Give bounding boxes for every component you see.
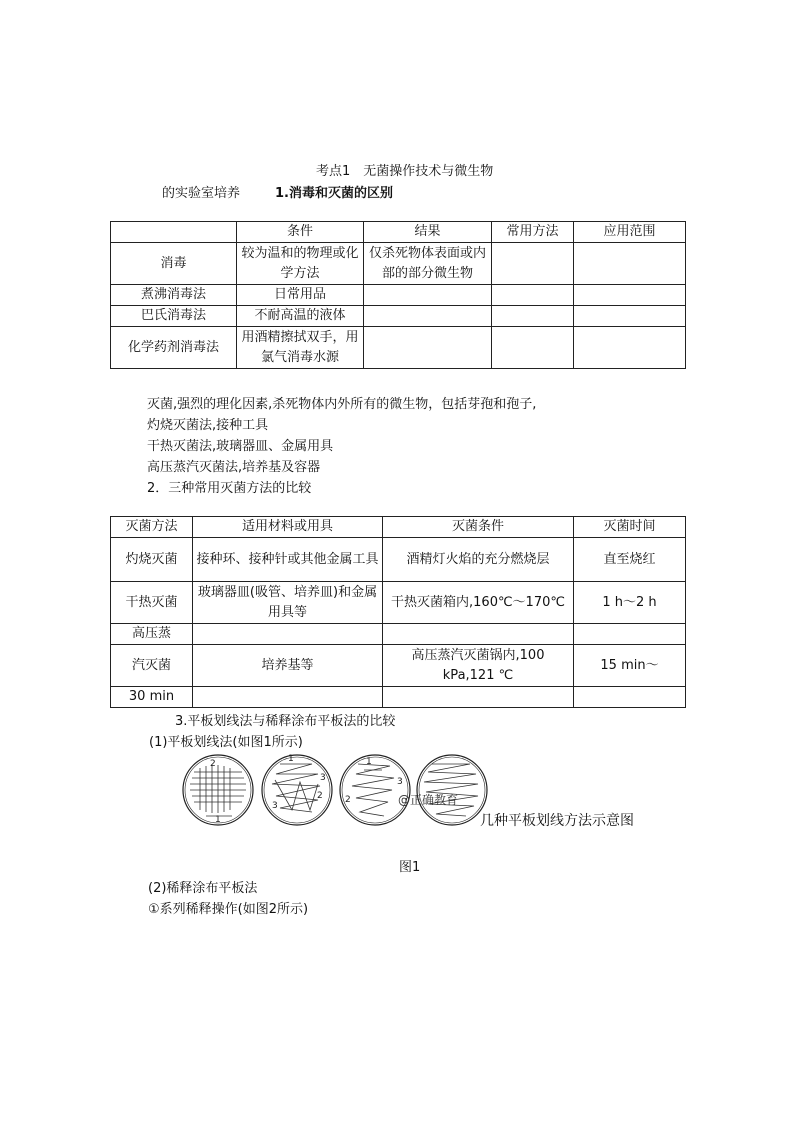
t1-header: [111, 222, 237, 243]
t2-header: 灭菌条件: [383, 517, 574, 538]
t1-cell: [492, 243, 574, 285]
t1-cell: 巴氏消毒法: [111, 306, 237, 327]
t1-header: 条件: [237, 222, 364, 243]
plate-1-streaks: [190, 765, 246, 816]
paragraph: 灭菌,强烈的理化因素,杀死物体内外所有的微生物，包括芽孢和孢子,: [147, 397, 537, 412]
subsection-heading: (2)稀释涂布平板法: [148, 881, 258, 896]
t1-header: 结果: [364, 222, 492, 243]
t2-cell: 干热灭菌箱内,160℃～170℃: [383, 582, 574, 624]
t2-header: 灭菌时间: [574, 517, 686, 538]
section-heading: 3.平板划线法与稀释涂布平板法的比较: [175, 714, 396, 729]
t1-header: 常用方法: [492, 222, 574, 243]
t2-cell: 酒精灯火焰的充分燃烧层: [383, 538, 574, 582]
t2-cell: 灼烧灭菌: [111, 538, 193, 582]
list-item: ①系列稀释操作(如图2所示): [148, 902, 309, 917]
t1-cell: [574, 327, 686, 369]
t1-cell: 用酒精擦拭双手，用氯气消毒水源: [237, 327, 364, 369]
t2-cell: 汽灭菌: [111, 645, 193, 687]
title-line1: 考点1 无菌操作技术与微生物: [316, 164, 494, 179]
t2-cell: 直至烧红: [574, 538, 686, 582]
t1-cell: 日常用品: [237, 285, 364, 306]
t1-cell: 化学药剂消毒法: [111, 327, 237, 369]
plate-label: 3: [272, 801, 278, 811]
plate-2-streaks: [272, 764, 320, 812]
plate-label: 1: [366, 757, 372, 767]
section-heading: 2．三种常用灭菌方法的比较: [147, 481, 312, 496]
t2-cell: [574, 624, 686, 645]
t2-cell: 干热灭菌: [111, 582, 193, 624]
t2-cell: 30 min: [111, 687, 193, 708]
t2-cell: [383, 687, 574, 708]
t2-cell: 高压蒸汽灭菌锅内,100 kPa,121 ℃: [383, 645, 574, 687]
t2-cell: 接种环、接种针或其他金属工具: [193, 538, 383, 582]
t1-cell: [574, 285, 686, 306]
plate-label: 3: [397, 777, 403, 787]
plate-4: [417, 755, 487, 825]
t1-cell: [492, 327, 574, 369]
plate-label: 2: [317, 791, 323, 801]
plate-label: 2: [210, 759, 216, 769]
plate-label: 3: [320, 773, 326, 783]
t2-cell: 玻璃器皿(吸管、培养皿)和金属用具等: [193, 582, 383, 624]
subsection-heading: (1)平板划线法(如图1所示): [149, 735, 303, 750]
t2-cell: 高压蒸: [111, 624, 193, 645]
t1-cell: [492, 306, 574, 327]
t2-cell: [383, 624, 574, 645]
t1-cell: 消毒: [111, 243, 237, 285]
paragraph: 灼烧灭菌法,接种工具: [147, 418, 269, 433]
sterilization-table: [110, 516, 686, 708]
t1-header: 应用范围: [574, 222, 686, 243]
paragraph: 干热灭菌法,玻璃器皿、金属用具: [147, 439, 334, 454]
t1-cell: [364, 327, 492, 369]
t2-header: 灭菌方法: [111, 517, 193, 538]
figure-side-caption: 几种平板划线方法示意图: [480, 813, 634, 829]
plate-label: 2: [345, 795, 351, 805]
figure-watermark: @正确教育: [398, 793, 459, 807]
plate-2: [262, 755, 332, 825]
t1-cell: 不耐高温的液体: [237, 306, 364, 327]
t1-cell: 仅杀死物体表面或内部的部分微生物: [364, 243, 492, 285]
t1-cell: 煮沸消毒法: [111, 285, 237, 306]
title-line2-b: 1.消毒和灭菌的区别: [275, 186, 393, 201]
t2-cell: [193, 624, 383, 645]
t2-cell: [574, 687, 686, 708]
t1-cell: [574, 306, 686, 327]
t1-cell: [492, 285, 574, 306]
plate-label: 1: [215, 815, 221, 825]
t2-cell: 培养基等: [193, 645, 383, 687]
disinfection-table: [110, 221, 686, 369]
plate-4-streaks: [424, 764, 478, 816]
title-line2-a: 的实验室培养: [162, 186, 241, 201]
plate-label: 1: [288, 754, 294, 764]
plate-3-streaks: [352, 764, 394, 816]
t2-cell: 15 min～: [574, 645, 686, 687]
streak-plate-figure: [180, 750, 500, 830]
t1-cell: 较为温和的物理或化学方法: [237, 243, 364, 285]
t2-cell: 1 h～2 h: [574, 582, 686, 624]
t1-cell: [364, 285, 492, 306]
figure-caption: 图1: [399, 860, 421, 875]
paragraph: 高压蒸汽灭菌法,培养基及容器: [147, 460, 321, 475]
t2-cell: [193, 687, 383, 708]
t1-cell: [364, 306, 492, 327]
t2-header: 适用材料或用具: [193, 517, 383, 538]
t1-cell: [574, 243, 686, 285]
